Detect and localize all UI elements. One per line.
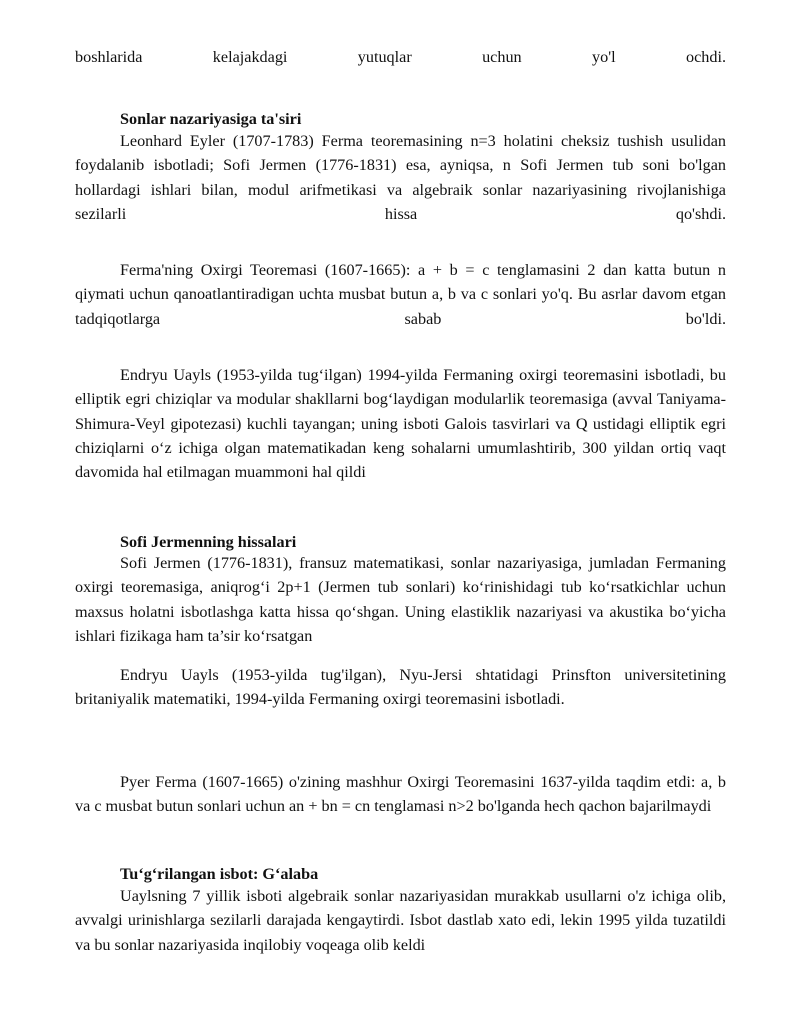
paragraph-uayls-prinsfton: Endryu Uayls (1953-yilda tug'ilgan), Nyu-Jersi shtatidagi Prinsfton universitetining britaniyalik matematiki, 1994-yilda Fermaning oxirgi teoremasini isbotladi. — [75, 666, 726, 709]
paragraph-isbot: Uaylsning 7 yillik isboti algebraik sonlar nazariyasidan murakkab usullarni o'z ichiga olib, avvalgi urinishlarga sezilarli darajada kengaytirdi. Isbot dastlab xato edi, lekin 1995 yilda tuzatildi va bu sonlar nazariyasida inqilobiy voqeaga olib keldi — [75, 887, 726, 954]
paragraph-pyer-ferma: Pyer Ferma (1607-1665) o'zining mashhur Oxirgi Teoremasini 1637-yilda taqdim etdi: a, b va c musbat butun sonlari uchun an + bn = cn tenglamasi n>2 bo'lganda hech qachon bajarilmaydi — [75, 773, 726, 816]
heading-sonlar-nazariyasiga: Sonlar nazariyasiga ta'siri — [120, 110, 302, 128]
paragraph-uayls-isboti: Endryu Uayls (1953-yilda tug‘ilgan) 1994-yilda Fermaning oxirgi teoremasini isbotladi, bu elliptik egri chiziqlar va modular shakllarni bog‘laydigan modularlik teoremasiga (avval Taniyama-Shimura-Veyl gipotezasi) kuchli tayangan; uning isboti Galois tasvirlari va Q ustidagi elliptik egri chiziqlarni o‘z ichiga olgan matematikadan keng sohalarni umumlashtirib, 300 yildan ortiq vaqt davomida hal etilmagan muammoni hal qildi — [75, 366, 726, 482]
paragraph-sofi-jermen: Sofi Jermen (1776-1831), fransuz matematikasi, sonlar nazariyasiga, jumladan Fermaning oxirgi teoremasiga, aniqrog‘i 2p+1 (Jermen tub sonlari) ko‘rinishidagi tub ko‘rsatkichlar uchun maxsus holatni isbotlashga katta hissa qo‘shgan. Uning elastiklik nazariyasi va akustika bo‘yicha ishlari fizikaga ham ta’sir ko‘rsatgan — [75, 554, 726, 645]
intro-tail-paragraph: boshlarida kelajakdagi yutuqlar uchun yo'l ochdi. — [75, 48, 726, 66]
paragraph-eyler: Leonhard Eyler (1707-1783) Ferma teoremasining n=3 holatini cheksiz tushish usulidan foydalanib isbotladi; Sofi Jermen (1776-1831) esa, ayniqsa, n Sofi Jermen tub soni bo'lgan hollardagi ishlari bilan, modul arifmetikasi va algebraik sonlar nazariyasining rivojlanishiga sezilarli hissa qo'shdi. — [75, 132, 726, 223]
heading-tugrilangan-isbot: Tu‘g‘rilangan isbot: G‘alaba — [120, 865, 319, 883]
heading-sofi-jermen: Sofi Jermenning hissalari — [120, 533, 297, 551]
paragraph-ferma-oxirgi-teoremasi: Ferma'ning Oxirgi Teoremasi (1607-1665): a + b = c tenglamasini 2 dan katta butun n qiymati uchun qanoatlantiradigan uchta musbat butun a, b va c sonlari yo'q. Bu asrlar davom etgan tadqiqotlarga sabab bo'ldi. — [75, 261, 726, 328]
